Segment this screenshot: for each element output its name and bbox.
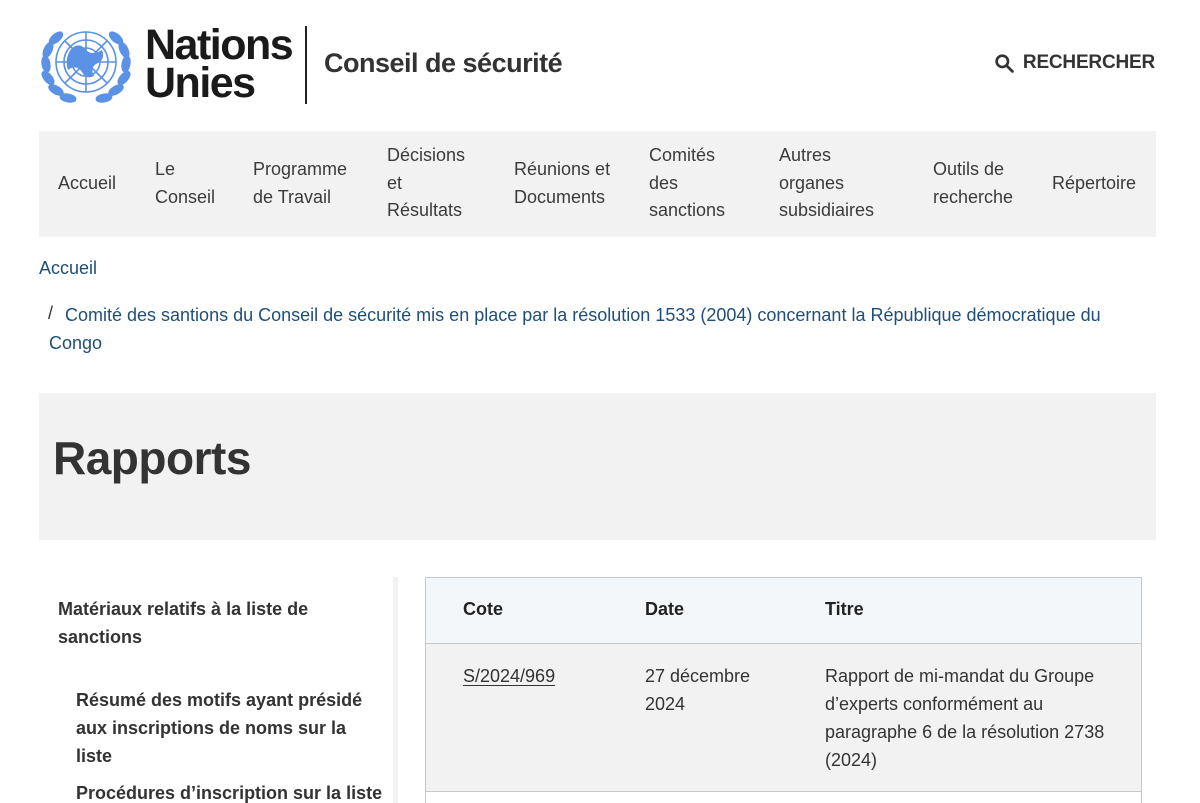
page-title: Rapports [53, 432, 251, 484]
sidebar-item-procedures-inscription[interactable]: Procédures d’inscription sur la liste [76, 783, 383, 803]
brand-line-1: Nations [145, 21, 293, 69]
site-section-title[interactable]: Conseil de sécurité [324, 48, 563, 78]
column-header-titre: Titre [825, 599, 864, 619]
nav-item-repertoire[interactable]: Répertoire [1052, 173, 1137, 193]
page-title-band [39, 393, 1156, 540]
sidebar-divider [393, 577, 398, 803]
row-date: 27 décembre 2024 [645, 666, 751, 714]
breadcrumb-separator: / [48, 303, 54, 323]
document-symbol-link[interactable]: S/2024/969 [463, 666, 556, 686]
sidebar-item-materiaux-liste-sanctions[interactable]: Matériaux relatifs à la liste de sanctions [58, 599, 309, 647]
nav-item-decisions-et-resultats[interactable]: Décisions et Résultats [387, 145, 466, 220]
nav-item-reunions-et-documents[interactable]: Réunions et Documents [514, 159, 611, 207]
reports-table [425, 577, 1142, 803]
column-header-date: Date [645, 599, 685, 619]
nav-item-autres-organes-subsidiaires[interactable]: Autres organes subsidiaires [779, 145, 875, 220]
table-row [426, 644, 1141, 792]
nav-item-outils-de-recherche[interactable]: Outils de recherche [933, 159, 1014, 207]
brand-wordmark[interactable] [145, 21, 293, 107]
row-cote-link[interactable] [463, 662, 555, 690]
un-emblem-icon[interactable] [38, 24, 134, 104]
main-navigation [39, 131, 1156, 237]
search-button[interactable] [994, 52, 1155, 74]
site-header [0, 0, 1200, 132]
sidebar-item-resume-des-motifs[interactable]: Résumé des motifs ayant présidé aux inscriptions de noms sur la liste [76, 690, 363, 766]
search-icon [994, 53, 1015, 74]
nav-item-programme-de-travail[interactable]: Programme de Travail [253, 159, 348, 207]
breadcrumb-current-link[interactable]: Comité des santions du Conseil de sécurité mis en place par la résolution 1533 (2004) concernant la République démocratique du Congo [49, 305, 1101, 353]
search-label: RECHERCHER [1022, 52, 1155, 73]
nav-item-comites-des-sanctions[interactable]: Comités des sanctions [649, 145, 726, 220]
nav-item-le-conseil[interactable]: Le Conseil [155, 159, 216, 207]
sidebar-menu [39, 577, 398, 803]
header-divider [305, 26, 307, 104]
row-titre: Rapport de mi-mandat du Groupe d’experts conformément au paragraphe 6 de la résolution 2738 (2024) [825, 666, 1105, 770]
brand-line-2: Unies [145, 59, 255, 107]
table-header [426, 578, 1141, 644]
column-header-cote: Cote [463, 599, 503, 619]
breadcrumb-home-link[interactable]: Accueil [39, 258, 98, 278]
nav-item-accueil[interactable]: Accueil [58, 173, 117, 193]
